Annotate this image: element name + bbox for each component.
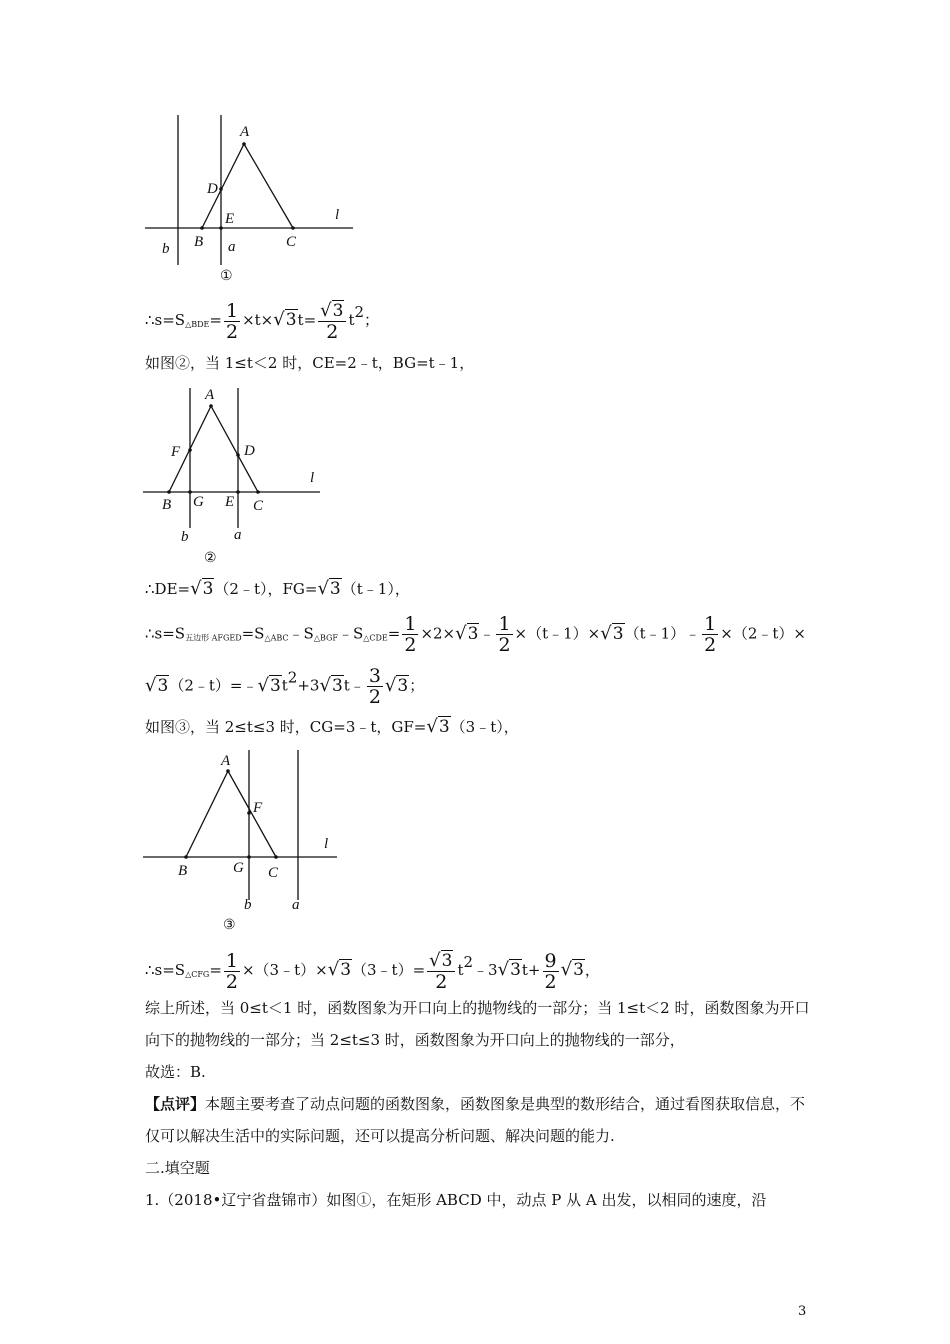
- label-c: C: [253, 498, 264, 514]
- solution-text: [145, 992, 810, 1216]
- equation-4: √3（2﹣t）=﹣√3t2+3√3t﹣ $\frac{3}{2}$ √3；: [145, 665, 425, 708]
- label-a-vertex: A: [205, 387, 215, 403]
- label-a-line: a: [292, 897, 300, 913]
- text-line-5: 如图③，当 2≤t≤3 时，CG=3﹣t，GF=√3（3﹣t），: [145, 716, 519, 737]
- label-b: B: [178, 863, 188, 879]
- label-g: G: [233, 860, 244, 876]
- equation-2: ∴DE=√3（2﹣t），FG=√3（t﹣1），: [145, 578, 410, 599]
- review-paragraph: [145, 1088, 810, 1152]
- summary-paragraph: 综上所述，当 0≤t＜1 时，函数图象为开口向上的抛物线的一部分；当 1≤t＜2 时，函数图象为开口向下的抛物线的一部分；当 2≤t≤3 时，函数图象为开口向上的抛物线的一部分，: [145, 999, 810, 1049]
- label-b: B: [194, 234, 204, 250]
- equation-1: $\therefore s=S_{\triangle BDE}=$ $\frac{1}{2}$ ×t×√3t= $\frac{√3}{2}$ t2；: [145, 299, 380, 343]
- figure-3: [140, 745, 350, 935]
- label-l: l: [310, 470, 315, 486]
- label-c: C: [268, 865, 279, 881]
- figure-caption: ①: [220, 269, 233, 284]
- review-tag: 【点评】: [145, 1095, 206, 1113]
- figure-1: [140, 105, 370, 290]
- label-d: D: [207, 181, 218, 197]
- label-e: E: [225, 494, 235, 510]
- text-line-2: 如图②，当 1≤t＜2 时，CE=2﹣t，BG=t﹣1，: [145, 354, 475, 372]
- label-l: l: [324, 836, 329, 852]
- label-f: F: [171, 444, 181, 460]
- label-a-line: a: [228, 239, 236, 255]
- section-heading: 二.填空题: [145, 1159, 210, 1177]
- question-1: 1.（2018•辽宁省盘锦市）如图①，在矩形 ABCD 中，动点 P 从 A 出发，以相同的速度，沿: [145, 1191, 767, 1209]
- label-a-vertex: A: [221, 753, 231, 769]
- label-g: G: [193, 494, 204, 510]
- page-number: 3: [798, 1304, 807, 1319]
- equation-5: $\therefore s=S_{\triangle CFG}=$ $\frac{1}{2}$ ×（3﹣t）×√3（3﹣t）= $\frac{√3}{2}$ t2﹣3√3t+ $\frac{9}{2}$ √3，: [145, 949, 600, 993]
- figure-caption: ③: [223, 918, 236, 933]
- figure-caption: ②: [204, 551, 217, 566]
- label-b: B: [162, 497, 172, 513]
- label-a-vertex: A: [240, 124, 250, 140]
- label-d: D: [244, 443, 255, 459]
- label-c: C: [286, 234, 297, 250]
- triangle-abc: [186, 771, 276, 857]
- figure-2: [140, 383, 330, 568]
- label-b-line: b: [181, 529, 189, 545]
- answer-line: 故选：B.: [145, 1063, 206, 1081]
- label-e: E: [225, 211, 235, 227]
- label-l: l: [335, 207, 340, 223]
- label-a-line: a: [234, 527, 242, 543]
- label-b-line: b: [162, 241, 170, 257]
- equation-3: $\therefore s=S_{五边形 AFGED}=S_{\triangle ABC}﹣S_{\triangle BGF}﹣S_{\triangle CDE}=$ $\frac{1}{2}$ ×2×√3﹣ $\frac{1}{2}$ ×（t﹣1）×√3（t﹣1）﹣ $\frac{1}{2}$ ×（2﹣t）×: [145, 613, 806, 656]
- label-b-line: b: [244, 897, 252, 913]
- label-f: F: [253, 800, 263, 816]
- review-text: 本题主要考查了动点问题的函数图象，函数图象是典型的数形结合，通过看图获取信息，不仅可以解决生活中的实际问题，还可以提高分析问题、解决问题的能力.: [145, 1095, 806, 1145]
